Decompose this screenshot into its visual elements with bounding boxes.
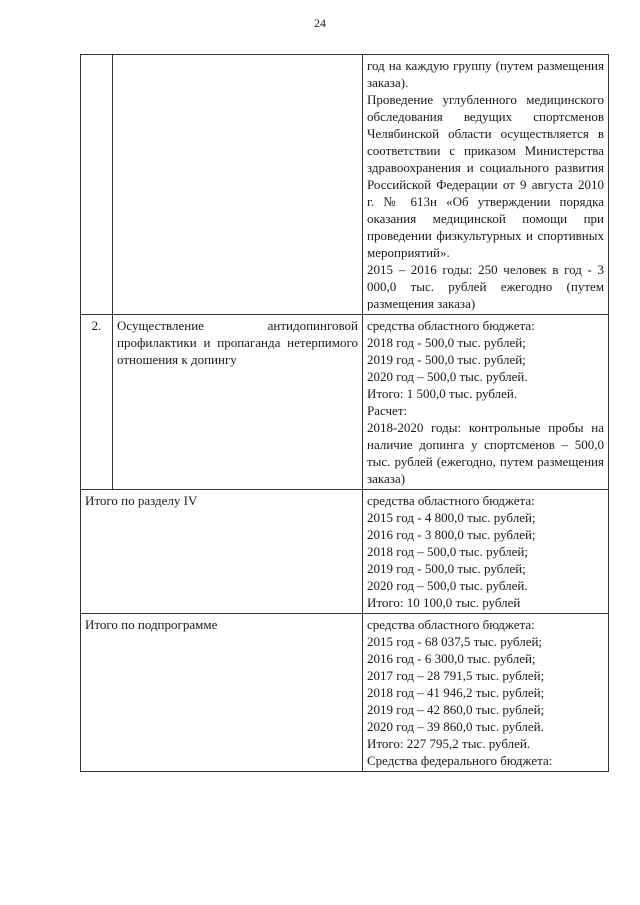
funding-line: 2018 год – 41 946,2 тыс. рублей; — [367, 685, 545, 700]
funding-line: 2018-2020 годы: контрольные пробы на наличие допинга у спортсменов – 500,0 тыс. рублей (ежегодно, путем размещения заказа) — [367, 420, 604, 486]
funding-line: Итого: 227 795,2 тыс. рублей. — [367, 736, 531, 751]
table-row — [81, 614, 609, 772]
funding-line: 2015 – 2016 годы: 250 человек в год - 3 000,0 тыс. рублей ежегодно (путем размещения заказа) — [367, 262, 604, 311]
activity-name-text: Осуществление антидопинговой профилактики и пропаганда нетерпимого отношения к допингу — [117, 318, 358, 367]
funding-line: 2017 год – 28 791,5 тыс. рублей; — [367, 668, 545, 683]
funding-line: Итого: 1 500,0 тыс. рублей. — [367, 386, 518, 401]
funding-line: Расчет: — [367, 403, 408, 418]
funding-line: 2018 год - 500,0 тыс. рублей; — [367, 335, 526, 350]
table-row — [81, 55, 609, 315]
funding-cell — [363, 490, 609, 614]
table-row — [81, 490, 609, 614]
funding-line: средства областного бюджета: — [367, 617, 535, 632]
table-row — [81, 315, 609, 490]
section-total-label: Итого по разделу IV — [81, 490, 363, 614]
funding-line: средства областного бюджета: — [367, 318, 535, 333]
funding-line: средства областного бюджета: — [367, 493, 535, 508]
funding-line: 2019 год – 42 860,0 тыс. рублей; — [367, 702, 545, 717]
funding-line: Проведение углубленного медицинского обследования ведущих спортсменов Челябинской области осуществляется в соответствии с приказом Министерства здравоохранения и социального развития Российской Федерации от 9 августа 2010 г. № 613н «Об утверждении порядка оказания медицинской помощи при проведении физкультурных и спортивных мероприятий». — [367, 92, 604, 260]
activity-name — [113, 55, 363, 315]
page-number: 24 — [314, 16, 326, 30]
row-number: 2. — [81, 315, 113, 490]
funding-line: Итого: 10 100,0 тыс. рублей — [367, 595, 521, 610]
program-table — [80, 54, 609, 772]
subprogram-total-label: Итого по подпрограмме — [81, 614, 363, 772]
funding-line: 2020 год – 500,0 тыс. рублей. — [367, 369, 528, 384]
funding-line: 2020 год – 500,0 тыс. рублей. — [367, 578, 528, 593]
funding-line: 2018 год – 500,0 тыс. рублей; — [367, 544, 528, 559]
funding-line: 2016 год - 6 300,0 тыс. рублей; — [367, 651, 536, 666]
funding-cell — [363, 55, 609, 315]
funding-line: 2019 год - 500,0 тыс. рублей; — [367, 352, 526, 367]
funding-line: 2015 год - 68 037,5 тыс. рублей; — [367, 634, 543, 649]
funding-cell — [363, 614, 609, 772]
funding-line: год на каждую группу (путем размещения заказа). — [367, 58, 604, 90]
funding-line: 2020 год – 39 860,0 тыс. рублей. — [367, 719, 544, 734]
funding-line: 2019 год - 500,0 тыс. рублей; — [367, 561, 526, 576]
activity-name — [113, 315, 363, 490]
row-number — [81, 55, 113, 315]
funding-cell — [363, 315, 609, 490]
funding-line: Средства федерального бюджета: — [367, 753, 553, 768]
funding-line: 2015 год - 4 800,0 тыс. рублей; — [367, 510, 536, 525]
funding-line: 2016 год - 3 800,0 тыс. рублей; — [367, 527, 536, 542]
